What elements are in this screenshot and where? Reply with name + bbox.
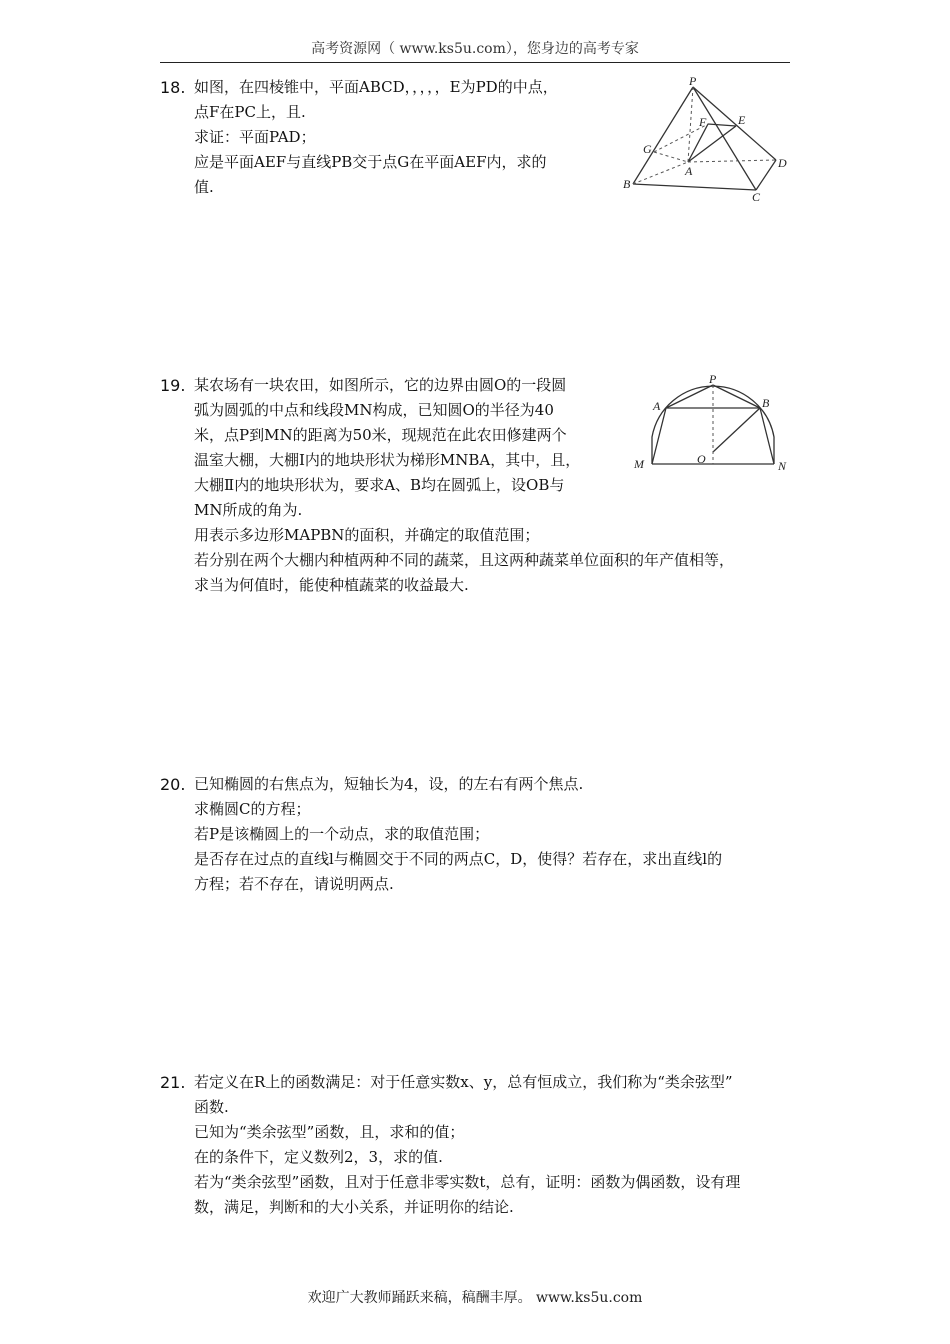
page-footer: 欢迎广大教师踊跃来稿，稿酬丰厚。 www.ks5u.com <box>307 1290 643 1306</box>
problem-line: 值. <box>194 178 214 196</box>
edge-pa <box>688 87 693 162</box>
label-o: O <box>697 452 706 466</box>
problem-line: 应是平面AEF与直线PB交于点G在平面AEF内，求的 <box>194 153 547 171</box>
segment-pb <box>713 385 760 408</box>
problem-number: 21. <box>160 1073 186 1092</box>
label-d: D <box>778 156 787 170</box>
label-f: F <box>699 115 707 129</box>
label-p: P <box>689 74 697 88</box>
problem-line: 求证：平面PAD； <box>194 128 316 146</box>
segment-ob <box>713 408 760 452</box>
problem-line: 若分别在两个大棚内种植两种不同的蔬菜，且这两种蔬菜单位面积的年产值相等， <box>194 551 735 569</box>
problem-line: MN所成的角为. <box>194 501 303 519</box>
problem-line: 已知为“类余弦型”函数，且，求和的值； <box>194 1123 465 1141</box>
farmland-figure <box>628 372 800 476</box>
label-g: G <box>643 142 652 156</box>
problem-number: 19. <box>160 376 186 395</box>
label-n: N <box>778 459 787 473</box>
edge-pc <box>693 87 756 190</box>
problem-line: 若P是该椭圆上的一个动点，求的取值范围； <box>194 825 490 843</box>
label-b: B <box>762 396 770 410</box>
pyramid-figure <box>618 74 798 202</box>
problem-line: 求当为何值时，能使种植蔬菜的收益最大. <box>194 576 469 594</box>
label-b: B <box>623 177 631 191</box>
label-c: C <box>752 190 761 202</box>
edge-ga <box>654 152 688 162</box>
problem-line: 求椭圆C的方程； <box>194 800 311 818</box>
problem-line: 某农场有一块农田，如图所示，它的边界由圆O的一段圆 <box>194 376 567 394</box>
problem-line: 米，点P到MN的距离为50米，现规范在此农田修建两个 <box>194 426 567 444</box>
edge-pb <box>633 87 693 184</box>
edge-ba <box>633 162 688 184</box>
edge-cd <box>756 160 776 190</box>
problem-line: 是否存在过点的直线l与椭圆交于不同的两点C，D，使得？若存在，求出直线l的 <box>194 850 723 868</box>
edge-fe <box>708 124 736 126</box>
problem-21 <box>160 1070 795 1220</box>
problem-line: 已知椭圆的右焦点为，短轴长为4，设，的左右有两个焦点. <box>194 775 584 793</box>
problem-line: 温室大棚，大棚Ⅰ内的地块形状为梯形MNBA，其中，且， <box>194 451 581 469</box>
problem-line: 用表示多边形MAPBN的面积，并确定的取值范围； <box>194 526 540 544</box>
label-e: E <box>738 113 746 127</box>
page-header: 高考资源网（ www.ks5u.com），您身边的高考专家 <box>160 38 790 63</box>
problem-line: 数，满足，判断和的大小关系，并证明你的结论. <box>194 1198 514 1216</box>
problem-line: 如图，在四棱锥中，平面ABCD，，，，，E为PD的中点， <box>194 78 558 96</box>
label-a: A <box>685 164 693 178</box>
edge-ae <box>688 126 736 162</box>
problem-line: 若定义在R上的函数满足：对于任意实数x、y，总有恒成立，我们称为“类余弦型” <box>194 1073 733 1091</box>
label-m: M <box>634 457 644 471</box>
problem-line: 方程；若不存在，请说明两点. <box>194 875 394 893</box>
segment-ap <box>666 385 713 408</box>
problem-line: 点F在PC上，且. <box>194 103 306 121</box>
problem-line: 弧为圆弧的中点和线段MN构成，已知圆O的半径为40 <box>194 401 554 419</box>
problem-line: 在的条件下，定义数列2，3，求的值. <box>194 1148 443 1166</box>
problem-line: 大棚Ⅱ内的地块形状为，要求A、B均在圆弧上，设OB与 <box>194 476 565 494</box>
problem-number: 18. <box>160 78 186 97</box>
problem-20 <box>160 772 795 897</box>
problem-number: 20. <box>160 775 186 794</box>
edge-ad <box>688 160 776 162</box>
edge-bc <box>633 184 756 190</box>
problem-line: 若为“类余弦型”函数，且对于任意非零实数t，总有，证明：函数为偶函数，设有理 <box>194 1173 741 1191</box>
label-a: A <box>653 399 661 413</box>
problem-line: 函数. <box>194 1098 229 1116</box>
label-p: P <box>709 372 717 386</box>
